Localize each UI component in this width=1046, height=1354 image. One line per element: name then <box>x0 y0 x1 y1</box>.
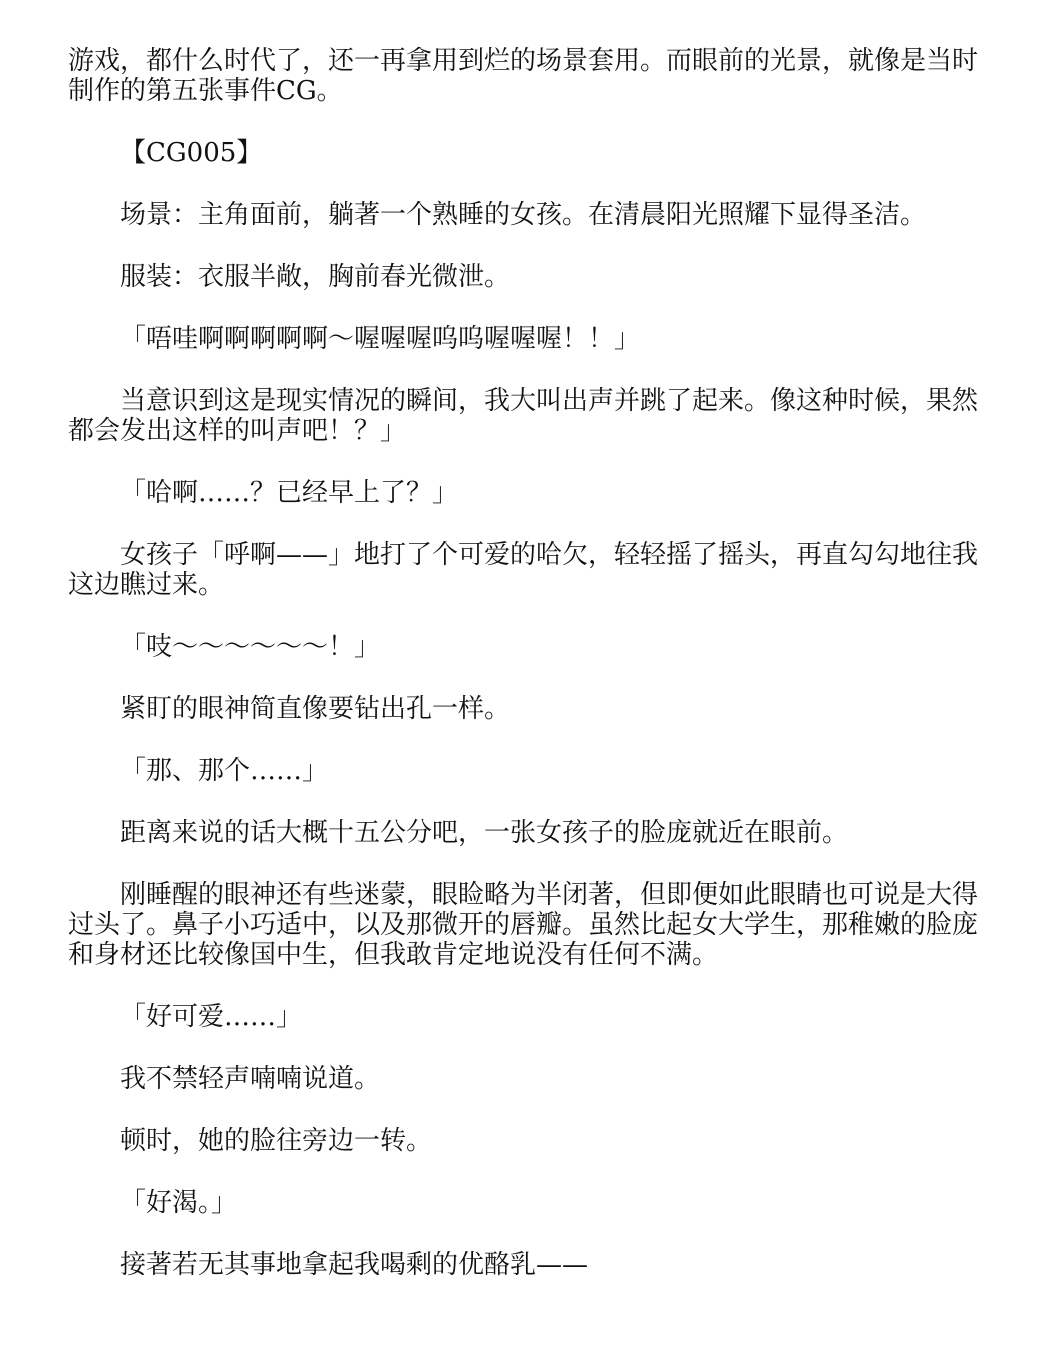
paragraph-17: 「好渴。」 <box>120 1188 238 1218</box>
paragraph-15: 我不禁轻声喃喃说道。 <box>120 1064 381 1094</box>
paragraph-1: 游戏，都什么时代了，还一再拿用到烂的场景套用。而眼前的光景，就像是当时制作的第五张事件CG。 <box>68 46 979 106</box>
paragraph-9: 「吱～～～～～～！」 <box>120 632 381 662</box>
paragraph-4: 服装：衣服半敞，胸前春光微泄。 <box>120 262 511 292</box>
paragraph-5: 「唔哇啊啊啊啊啊～喔喔喔呜呜喔喔喔！！」 <box>120 324 641 354</box>
body-text <box>68 46 978 1312</box>
paragraph-13: 刚睡醒的眼神还有些迷蒙，眼睑略为半闭著，但即便如此眼睛也可说是大得过头了。鼻子小巧适中，以及那微开的唇瓣。虽然比起女大学生，那稚嫩的脸庞和身材还比较像国中生，但我敢肯定地说没有任何不满。 <box>68 880 979 970</box>
paragraph-6: 当意识到这是现实情况的瞬间，我大叫出声并跳了起来。像这种时候，果然都会发出这样的叫声吧！？」 <box>68 386 979 446</box>
paragraph-12: 距离来说的话大概十五公分吧，一张女孩子的脸庞就近在眼前。 <box>120 818 849 848</box>
paragraph-7: 「哈啊……？已经早上了？」 <box>120 478 459 508</box>
paragraph-2: 【CG005】 <box>120 138 263 168</box>
paragraph-18: 接著若无其事地拿起我喝剩的优酪乳—— <box>120 1250 589 1280</box>
paragraph-3: 场景：主角面前，躺著一个熟睡的女孩。在清晨阳光照耀下显得圣洁。 <box>120 200 927 230</box>
paragraph-14: 「好可爱……」 <box>120 1002 303 1032</box>
paragraph-10: 紧盯的眼神简直像要钻出孔一样。 <box>120 694 511 724</box>
paragraph-16: 顿时，她的脸往旁边一转。 <box>120 1126 433 1156</box>
paragraph-11: 「那、那个……」 <box>120 756 329 786</box>
paragraph-8: 女孩子「呼啊——」地打了个可爱的哈欠，轻轻摇了摇头，再直勾勾地往我这边瞧过来。 <box>68 540 979 600</box>
